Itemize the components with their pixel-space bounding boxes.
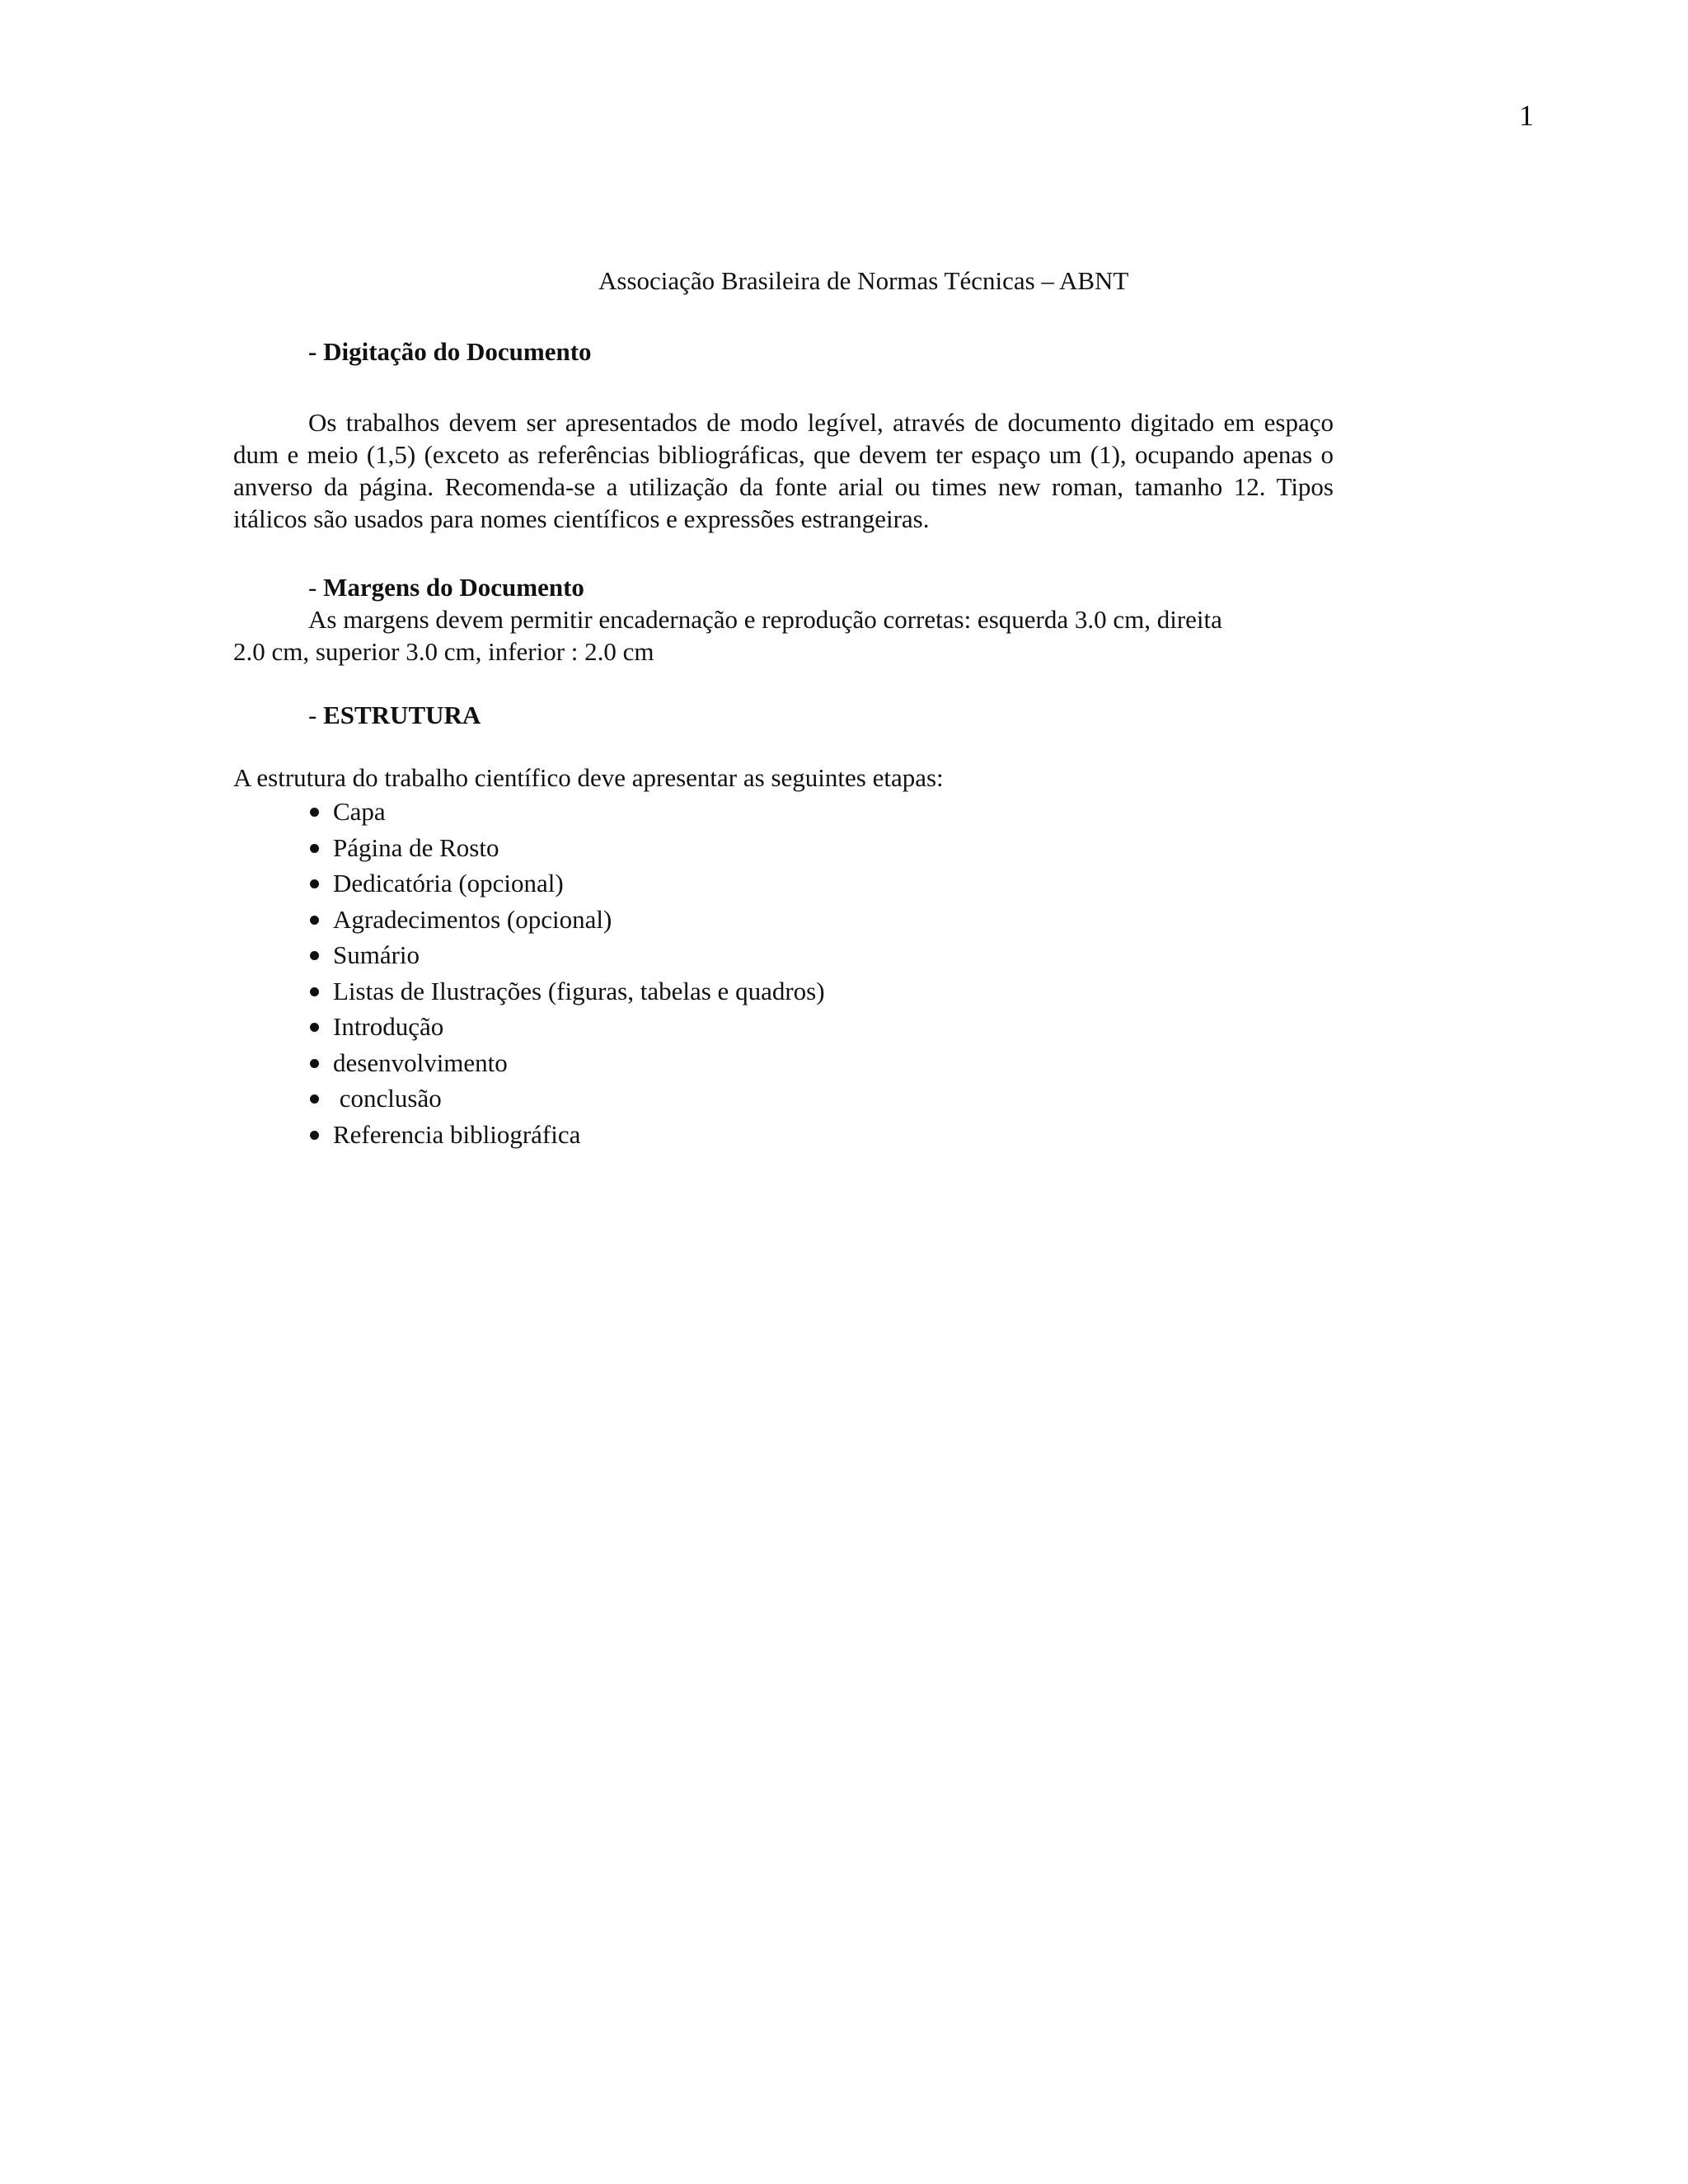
bullet-icon <box>310 879 319 888</box>
list-item-text: Dedicatória (opcional) <box>333 869 564 898</box>
paragraph-digitacao: Os trabalhos devem ser apresentados de modo legível, através de documento digitado em espaço dum e meio (1,5) (exceto as referências bibliográficas, que devem ter espaço um (1), ocupando apenas o anverso da página. Recomenda-se a utilização da fonte arial ou times new roman, tamanho 12. Tipos itálicos são usados para nomes científicos e expressões estrangeiras. <box>233 408 1334 533</box>
heading-prefix: - <box>308 701 324 729</box>
bullet-icon <box>310 808 319 817</box>
heading-text: Margens do Documento <box>323 573 584 602</box>
list-item-text: Agradecimentos (opcional) <box>333 904 612 934</box>
list-item-text: Sumário <box>333 940 420 969</box>
bullet-icon <box>310 1023 319 1032</box>
list-item-text: Página de Rosto <box>333 832 499 862</box>
bullet-icon <box>310 987 319 996</box>
heading-text: Digitação do Documento <box>323 337 592 366</box>
list-item <box>308 830 825 866</box>
bullet-icon <box>310 916 319 925</box>
list-item <box>308 902 825 938</box>
bullet-icon <box>310 844 319 853</box>
paragraph-line: 2.0 cm, superior 3.0 cm, inferior : 2.0 cm <box>233 637 654 666</box>
bullet-icon <box>310 1131 319 1140</box>
document-title: Associação Brasileira de Normas Técnicas – ABNT <box>598 266 1129 295</box>
paragraph-margens <box>233 603 1334 668</box>
section-heading-digitacao <box>308 335 592 368</box>
estrutura-list <box>308 794 825 1152</box>
list-item <box>308 937 825 973</box>
list-item-text: Capa <box>333 797 386 826</box>
heading-prefix: - <box>308 573 324 602</box>
list-item <box>308 973 825 1010</box>
list-item-text: conclusão <box>333 1084 442 1113</box>
section-heading-estrutura <box>308 699 481 731</box>
list-item <box>308 1117 825 1153</box>
section-heading-margens <box>308 571 584 603</box>
list-item <box>308 1080 825 1117</box>
list-item <box>308 794 825 830</box>
list-item <box>308 1009 825 1045</box>
list-item-text: Introdução <box>333 1012 444 1041</box>
bullet-icon <box>310 951 319 960</box>
bullet-icon <box>310 1094 319 1104</box>
list-item-text: desenvolvimento <box>333 1047 508 1077</box>
list-item-text: Listas de Ilustrações (figuras, tabelas e quadros) <box>333 976 825 1005</box>
heading-text: ESTRUTURA <box>323 701 481 729</box>
list-item <box>308 865 825 902</box>
paragraph-line: As margens devem permitir encadernação e reprodução corretas: esquerda 3.0 cm, direita <box>308 605 1222 634</box>
estrutura-intro: A estrutura do trabalho científico deve apresentar as seguintes etapas: <box>233 763 944 792</box>
list-item <box>308 1045 825 1081</box>
list-item-text: Referencia bibliográfica <box>333 1119 581 1149</box>
heading-prefix: - <box>308 337 324 366</box>
bullet-icon <box>310 1059 319 1068</box>
page-number: 1 <box>1519 99 1534 132</box>
